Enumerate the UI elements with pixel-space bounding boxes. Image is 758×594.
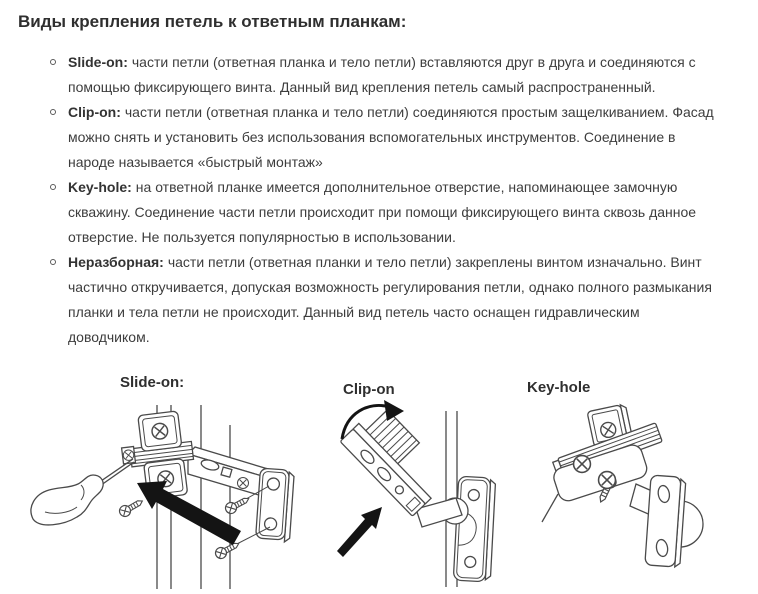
hinge-body [340,403,453,517]
keyhole-plate [645,475,686,567]
clip-on-figure-label: Clip-on [343,381,395,398]
clip-direction-arrow [337,507,382,557]
screwdriver [31,459,134,525]
slide-on-figure-label: Slide-on: [120,374,185,391]
bullet-icon [50,259,56,265]
slide-on-illustration [25,397,310,589]
black-arrow [137,481,241,545]
hinge-type-term: Clip-on: [68,104,121,120]
hinge-type-term: Key-hole: [68,179,132,195]
leader-line [542,494,558,522]
hinge-type-description: части петли (ответная планки и тело петли) закреплены винтом изначально. Винт частично откручивается, допуская возможность регулирования петли, однако полного размыкания планки и тела петли не происходит. Данный вид петель часто оснащен гидравлическим доводчиком. [68,254,712,345]
list-item-key-hole [48,175,724,250]
key-hole-figure-label: Key-hole [527,379,591,396]
hinge-type-description: части петли (ответная планка и тело петли) соединяются простым защелкиванием. Фасад можно снять и установить без использования вспомогательных инструментов. Соединение в народе называется «быстрый монтаж» [68,104,714,170]
key-hole-illustration [540,400,730,589]
bullet-icon [50,184,56,190]
list-item-nerazbornaya [48,250,724,350]
hinge-type-description: части петли (ответная планка и тело петли) вставляются друг в друга и соединяются с помощью фиксирующего винта. Данный вид крепления петель самый распространенный. [68,54,696,95]
bullet-icon [50,59,56,65]
loose-screw [117,496,145,518]
list-item-clip-on [48,100,724,175]
bullet-icon [50,109,56,115]
list-item-slide-on [48,50,724,100]
page-title: Виды крепления петель к ответным планкам: [18,12,407,31]
mounting-plate [453,476,495,582]
hinge-type-term: Неразборная: [68,254,164,270]
clip-on-illustration [330,399,508,589]
hinge-types-list [48,50,724,350]
hinge-type-term: Slide-on: [68,54,128,70]
hinge-type-description: на ответной планке имеется дополнительное отверстие, напоминающее замочную скважину. Соединение части петли происходит при помощи фиксирующего винта сквозь данное отверстие. Не пользуется популярностью в использовании. [68,179,697,245]
